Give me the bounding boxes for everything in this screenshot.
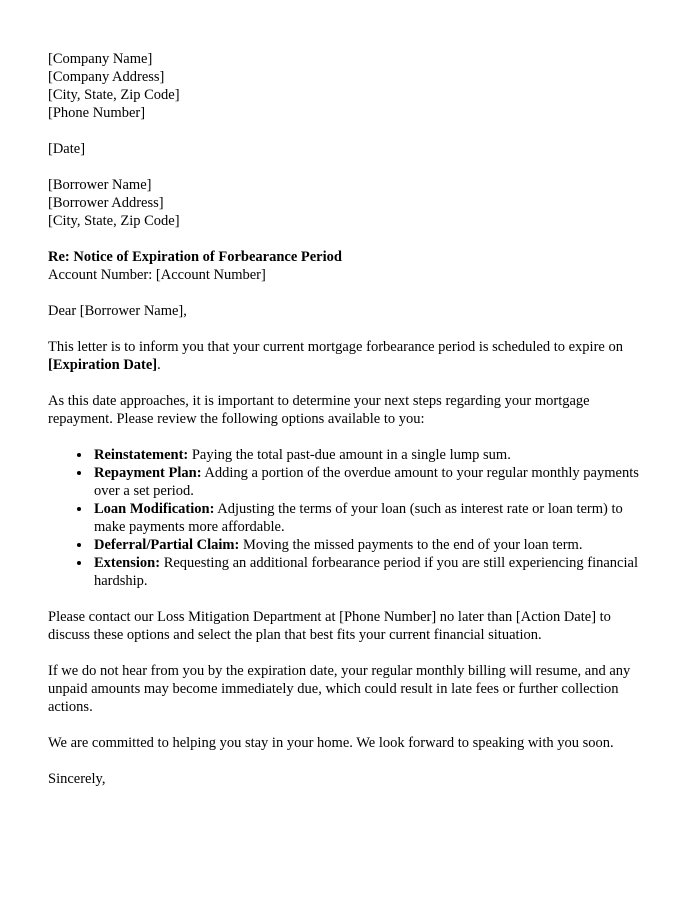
options-list — [48, 446, 642, 590]
borrower-city-state-zip: [City, State, Zip Code] — [48, 213, 180, 229]
letter-date: [Date] — [48, 141, 86, 157]
company-phone-number: [Phone Number] — [48, 105, 146, 121]
subject-line: Re: Notice of Expiration of Forbearance Period — [48, 249, 342, 265]
option-deferral-partial-claim-label: Deferral/Partial Claim: — [94, 537, 240, 553]
paragraph-expiration — [48, 338, 642, 374]
expiration-date-placeholder: [Expiration Date] — [48, 357, 158, 373]
company-name: [Company Name] — [48, 51, 153, 67]
option-reinstatement — [92, 446, 642, 464]
option-deferral-partial-claim-text: Moving the missed payments to the end of your loan term. — [239, 537, 583, 553]
paragraph-expiration-text: This letter is to inform you that your current mortgage forbearance period is scheduled to expire on — [48, 339, 623, 355]
subject-block — [48, 248, 642, 284]
paragraph-warning: If we do not hear from you by the expiration date, your regular monthly billing will resume, and any unpaid amounts may become immediately due, which could result in late fees or further collection actions. — [48, 663, 631, 715]
company-city-state-zip: [City, State, Zip Code] — [48, 87, 180, 103]
option-repayment-plan-text: Adding a portion of the overdue amount to your regular monthly payments over a set period. — [94, 465, 639, 499]
borrower-name: [Borrower Name] — [48, 177, 152, 193]
option-deferral-partial-claim — [92, 536, 642, 554]
borrower-address: [Borrower Address] — [48, 195, 164, 211]
option-loan-modification-text: Adjusting the terms of your loan (such as interest rate or loan term) to make payments more affordable. — [94, 501, 623, 535]
paragraph-commitment: We are committed to helping you stay in your home. We look forward to speaking with you soon. — [48, 735, 614, 751]
paragraph-options-intro: As this date approaches, it is important to determine your next steps regarding your mortgage repayment. Please review the following options available to you: — [48, 393, 590, 427]
sender-address-block — [48, 50, 642, 122]
option-extension — [92, 554, 642, 590]
signoff: Sincerely, — [48, 771, 106, 787]
recipient-address-block — [48, 176, 642, 230]
salutation: Dear [Borrower Name], — [48, 303, 187, 319]
option-loan-modification — [92, 500, 642, 536]
option-repayment-plan-label: Repayment Plan: — [94, 465, 202, 481]
company-address: [Company Address] — [48, 69, 165, 85]
date-block — [48, 140, 642, 158]
option-reinstatement-label: Reinstatement: — [94, 447, 189, 463]
option-extension-label: Extension: — [94, 555, 161, 571]
option-extension-text: Requesting an additional forbearance period if you are still experiencing financial hardship. — [94, 555, 638, 589]
paragraph-contact: Please contact our Loss Mitigation Department at [Phone Number] no later than [Action Date] to discuss these options and select the plan that best fits your current financial situation. — [48, 609, 611, 643]
option-reinstatement-text: Paying the total past-due amount in a single lump sum. — [188, 447, 511, 463]
paragraph-expiration-end: . — [157, 357, 161, 373]
option-repayment-plan — [92, 464, 642, 500]
account-number-line: Account Number: [Account Number] — [48, 267, 266, 283]
option-loan-modification-label: Loan Modification: — [94, 501, 215, 517]
